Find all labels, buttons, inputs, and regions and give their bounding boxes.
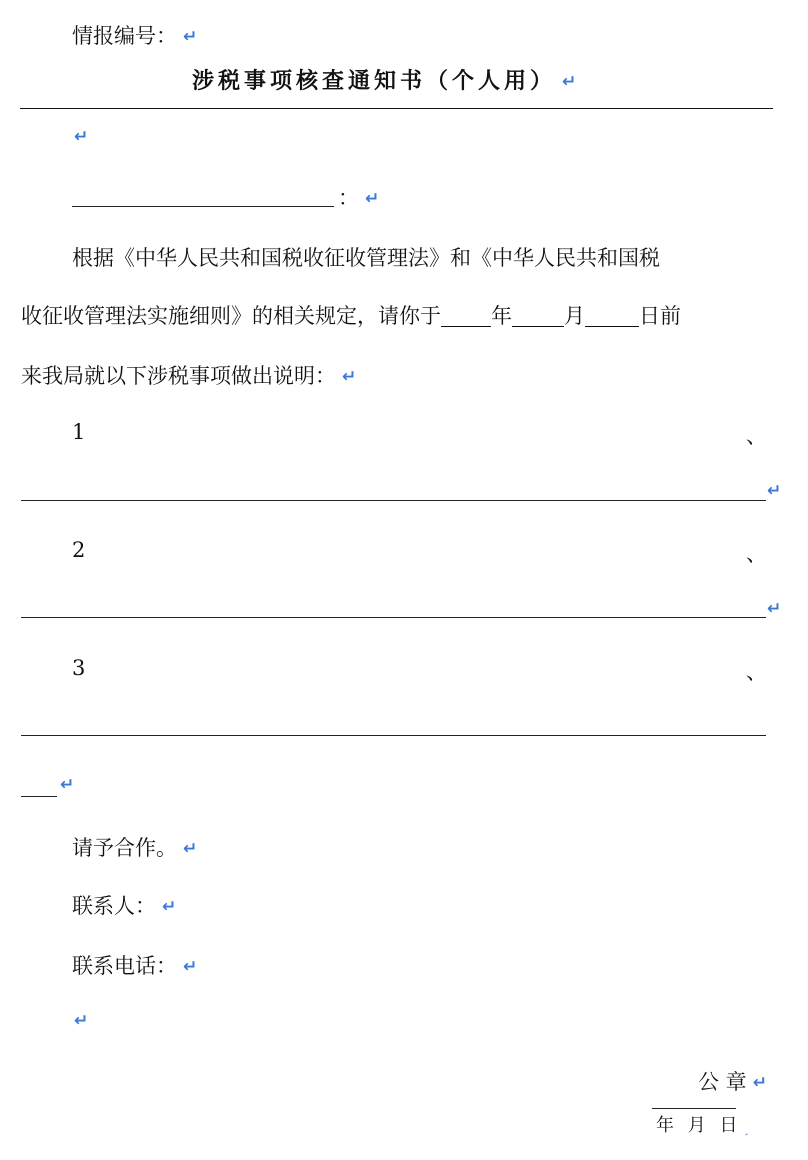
recipient-line (338, 182, 379, 212)
paragraph-mark-icon: ↵ (74, 1011, 89, 1031)
date-label: 年 月 日 (656, 1115, 742, 1136)
contact-phone-label: 联系电话： (72, 954, 177, 978)
body-line-1 (72, 242, 660, 272)
end-of-cell-mark-icon: ˼ (744, 1123, 749, 1136)
item-2-fill-line (21, 617, 766, 618)
item-3-fill-line (21, 735, 766, 736)
item-number-2: 2 (72, 538, 86, 562)
body-line-2 (21, 300, 681, 330)
title-divider (20, 108, 773, 109)
contact-person-line (72, 890, 176, 920)
cooperate-line (72, 832, 197, 862)
body-text: 日前 (639, 304, 681, 328)
day-blank (585, 304, 639, 327)
month-label: 月 (564, 304, 585, 328)
intel-number-label: 情报编号： (72, 24, 177, 48)
contact-person-label: 联系人： (72, 894, 156, 918)
recipient-colon: ： (338, 186, 359, 210)
paragraph-mark-icon: ↵ (342, 367, 357, 387)
paragraph-mark-icon: ↵ (752, 1073, 767, 1093)
empty-paragraph (68, 1008, 88, 1032)
item-number-1: 1 (72, 420, 86, 444)
paragraph-mark-icon: ↵ (60, 775, 75, 795)
item-1-end (761, 478, 781, 502)
date-divider (652, 1108, 736, 1109)
month-blank (512, 304, 564, 327)
paragraph-mark-icon: ↵ (767, 599, 782, 619)
paragraph-mark-icon: ↵ (562, 72, 577, 92)
empty-paragraph (68, 124, 88, 148)
body-text: 来我局就以下涉税事项做出说明： (21, 364, 336, 388)
paragraph-mark-icon: ↵ (183, 957, 198, 977)
paragraph-mark-icon: ↵ (74, 127, 89, 147)
official-seal-line (698, 1066, 767, 1096)
recipient-blank (72, 206, 334, 207)
day-deadline-year-blank (441, 304, 491, 327)
paragraph-mark-icon: ↵ (183, 27, 198, 47)
title-line (192, 64, 576, 95)
item-number-3: 3 (72, 656, 86, 680)
item-2-end (761, 596, 781, 620)
cooperate-text: 请予合作。 (72, 836, 177, 860)
year-label: 年 (491, 304, 512, 328)
body-text: 收征收管理法实施细则》的相关规定，请你于 (21, 304, 441, 328)
date-line (656, 1111, 748, 1137)
item-1-fill-line (21, 500, 766, 501)
body-text: 根据《中华人民共和国税收征收管理法》和《中华人民共和国税 (72, 246, 660, 270)
item-separator-2: 、 (746, 542, 767, 566)
contact-phone-line (72, 950, 197, 980)
item-3-fill-line-cont (21, 796, 57, 797)
paragraph-mark-icon: ↵ (162, 897, 177, 917)
item-3-end (54, 772, 74, 796)
paragraph-mark-icon: ↵ (183, 839, 198, 859)
official-seal-label: 公 章 (698, 1070, 747, 1094)
paragraph-mark-icon: ↵ (767, 481, 782, 501)
paragraph-mark-icon: ↵ (365, 189, 380, 209)
intel-number-line (72, 20, 197, 50)
body-line-3 (21, 360, 356, 390)
item-separator-3: 、 (746, 660, 767, 684)
document-title: 涉税事项核查通知书（个人用） (192, 68, 557, 94)
item-separator-1: 、 (746, 424, 767, 448)
